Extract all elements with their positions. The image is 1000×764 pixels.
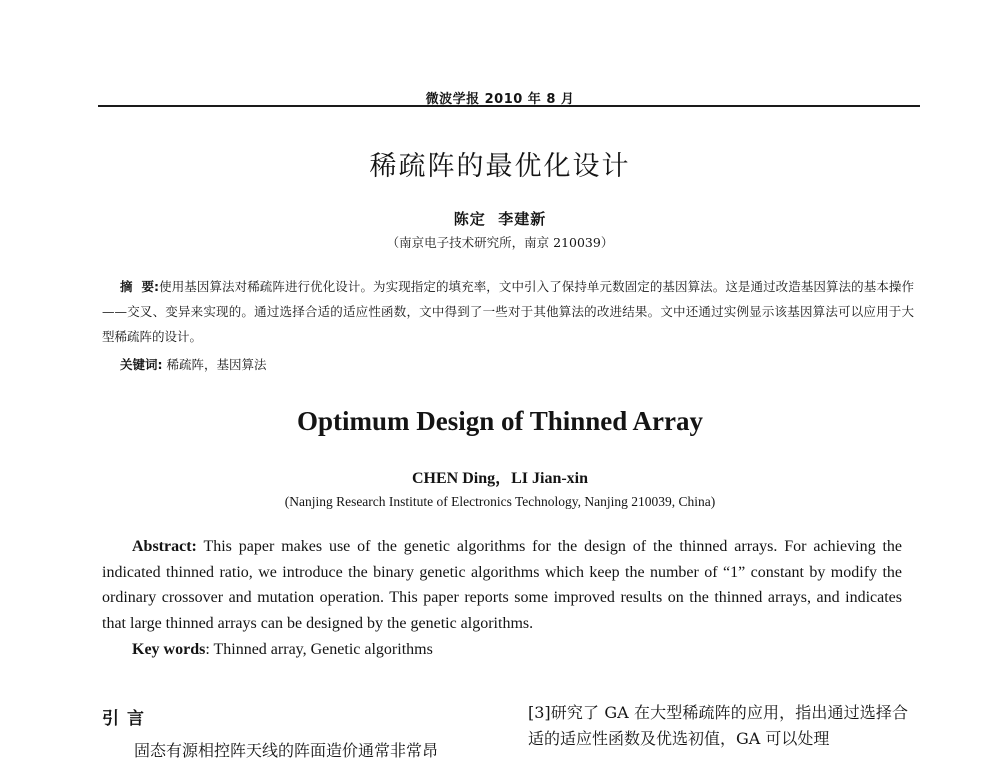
left-column-text: 固态有源相控阵天线的阵面造价通常非常昂 (134, 741, 439, 760)
chinese-abstract-text: 使用基因算法对稀疏阵进行优化设计。为实现指定的填充率，文中引入了保持单元数固定的基因算法。这是通过改造基因算法的基本操作——交叉、变异来实现的。通过选择合适的适应性函数，文中得到了一些对于其他算法的改进结果。文中还通过实例显示该基因算法可以应用于大型稀疏阵的设计。 (102, 279, 915, 344)
english-abstract (102, 534, 902, 636)
chinese-affiliation: （南京电子技术研究所，南京 210039） (386, 235, 614, 250)
english-keywords-text: : Thinned array, Genetic algorithms (205, 641, 433, 658)
english-title: Optimum Design of Thinned Array (296, 406, 704, 436)
english-keywords-label: Key words (132, 641, 206, 658)
chinese-title: 稀疏阵的最优化设计 (369, 151, 631, 182)
running-head: 微波学报 2010 年 8 月 (425, 92, 575, 107)
english-affiliation: (Nanjing Research Institute of Electronics Technology, Nanjing 210039, China) (284, 494, 716, 509)
chinese-abstract-label: 摘 要: (120, 279, 160, 294)
chinese-keywords (120, 352, 266, 377)
english-abstract-label: Abstract: (132, 538, 197, 555)
chinese-keywords-label: 关键词: (120, 357, 163, 372)
header-rule (98, 105, 920, 107)
chinese-authors: 陈定 李建新 (453, 210, 547, 228)
chinese-keywords-text: 稀疏阵，基因算法 (162, 357, 267, 372)
english-abstract-text: This paper makes use of the genetic algorithms for the design of the thinned arrays. For achieving the indicated thinned ratio, we introduce the binary genetic algorithms which keep the number of “1” constant by modify the ordinary crossover and mutation operation. This paper reports some improved results on the thinned arrays, and indicates that large thinned arrays can be designed by the genetic algorithms. (102, 538, 902, 632)
chinese-abstract (102, 274, 914, 349)
english-authors: CHEN Ding，LI Jian-xin (411, 470, 589, 487)
section-heading-introduction: 引言 (102, 709, 152, 729)
english-keywords (132, 637, 433, 662)
right-column-text: [3]研究了 GA 在大型稀疏阵的应用，指出通过选择合适的适应性函数及优选初值，GA 可以处理 (528, 703, 908, 748)
